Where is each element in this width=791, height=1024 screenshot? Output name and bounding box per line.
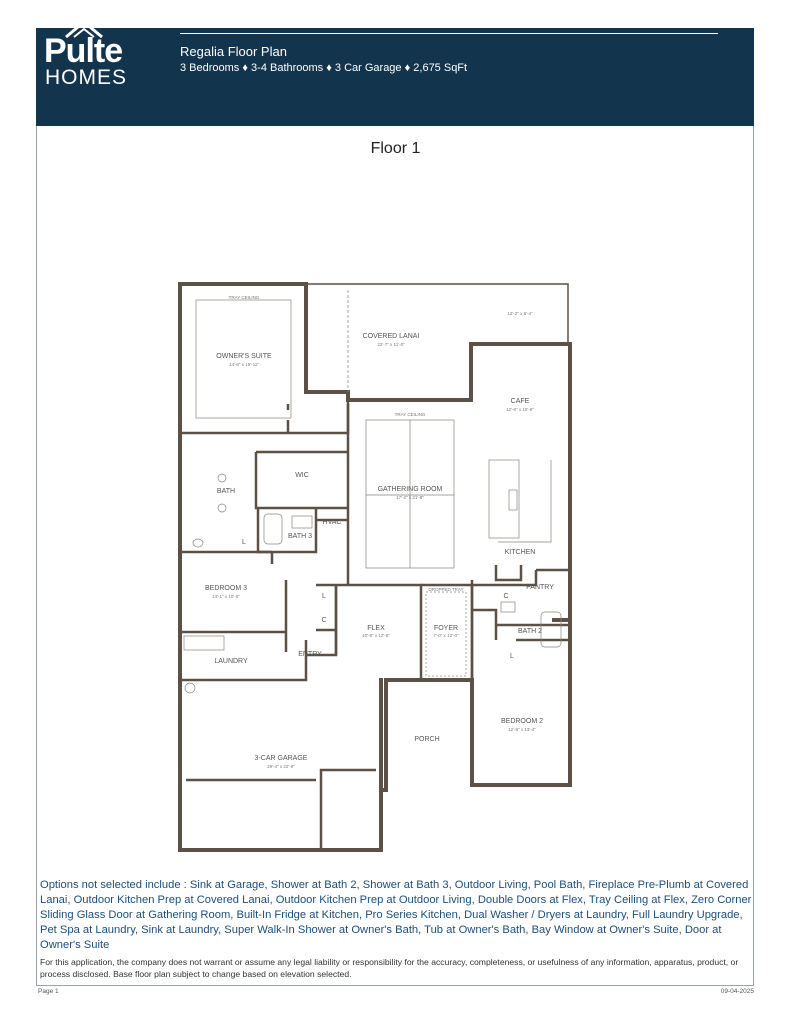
cafe-label: CAFE (510, 398, 530, 405)
header-banner (36, 28, 754, 126)
closet-label: C (503, 593, 509, 600)
floor-title: Floor 1 (370, 140, 421, 157)
owners-suite-label: OWNER'S SUITE (216, 353, 272, 360)
flex-label: FLEX (367, 625, 385, 632)
owners-bath-label: BATH (216, 488, 236, 495)
wic-label: WIC (295, 472, 309, 479)
plan-specs: 3 Bedrooms ♦ 3-4 Bathrooms ♦ 3 Car Garage ♦ 2,675 SqFt (180, 62, 468, 74)
closet-label: C (321, 617, 327, 624)
community-name: VIVID SHORES (180, 14, 273, 29)
kitchen-label: KITCHEN (504, 549, 536, 556)
covered-lanai-label: COVERED LANAI (362, 333, 420, 340)
gathering-room-label: GATHERING ROOM (377, 486, 443, 493)
print-date: 09-04-2025 (720, 988, 754, 995)
laundry-label: LAUNDRY (214, 658, 248, 665)
bedroom2-dim: 12'-8" x 13'-4" (508, 727, 536, 732)
porch-label: PORCH (414, 736, 440, 743)
options-not-selected: Options not selected include : Sink at Garage, Shower at Bath 2, Shower at Bath 3, Outdoor Living, Pool Bath, Fireplace Pre-Plumb at Covered Lanai, Outdoor Kitchen Prep at Covered Lanai, Outdoor Kitchen Prep at Outdoor Living, Double Doors at Flex, Tray Ceiling at Flex, Zero Corner Sliding Glass Door at Gathering Room, Built-In Fridge at Kitchen, Pro Series Kitchen, Dual Washer / Dryers at Laundry, Full Laundry Upgrade, Pet Spa at Laundry, Sink at Laundry, Super Walk-In Shower at Owner's Bath, Tub at Owner's Bath, Bay Window at Owner's Suite, Door at Owner's Suite (40, 879, 752, 951)
covered-lanai-dim: 22'-7" x 11'-0" (377, 342, 405, 347)
linen-closet-label: L (510, 653, 514, 660)
linen-closet-label: L (242, 539, 246, 546)
floor-plan (176, 280, 576, 855)
disclaimer: For this application, the company does not warrant or assume any legal liability or responsibility for the accuracy, completeness, or usefulness of any information, apparatus, product, or process disclosed. Base floor plan subject to change based on elevation selected. (40, 957, 739, 979)
dropped-tray-label: DROPPED TRAY (428, 587, 464, 592)
gathering-tray-ceiling-label: TRAY CEILING (394, 412, 426, 417)
logo-homes: HOMES (45, 66, 128, 89)
flex-dim: 10'-9" x 12'-6" (362, 633, 390, 638)
garage-label: 3-CAR GARAGE (254, 755, 308, 762)
logo-pulte: Pulte (44, 32, 123, 70)
header-divider (180, 33, 718, 34)
foyer-label: FOYER (433, 625, 459, 632)
plan-name: Regalia Floor Plan (180, 44, 287, 59)
page-number: Page 1 (38, 988, 59, 995)
cafe-dim: 12'-8" x 15'-9" (506, 407, 534, 412)
owners-suite-dim: 14'-8" x 15'-11" (229, 362, 259, 367)
hvac-label: HVAC (322, 519, 342, 526)
garage-dim: 29'-4" x 22'-9" (267, 764, 295, 769)
pulte-homes-logo (44, 18, 134, 90)
bedroom3-dim: 14'-1" x 10'-0" (212, 594, 240, 599)
pantry-label: PANTRY (526, 584, 554, 591)
bedroom3-label: BEDROOM 3 (204, 585, 248, 592)
bath3-label: BATH 3 (288, 533, 312, 540)
gathering-room-dim: 17'-2" x 21'-8" (396, 495, 424, 500)
linen-closet-label: L (322, 593, 326, 600)
bath2-label: BATH 2 (518, 628, 542, 635)
owner-tray-ceiling-label: TRAY CEILING (228, 295, 260, 300)
foyer-dim: 7'-0" x 12'-0" (433, 633, 459, 638)
bedroom2-label: BEDROOM 2 (500, 718, 544, 725)
lanai-extension-dim: 12'-2" x 6'-4" (507, 311, 533, 316)
entry-label: ENTRY (298, 651, 322, 658)
